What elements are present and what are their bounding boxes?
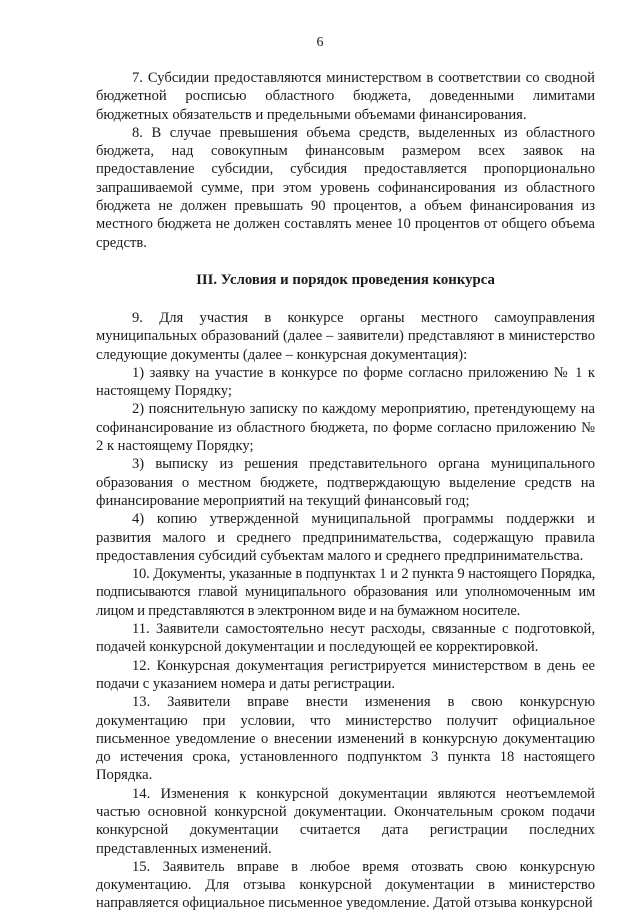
list-item-3: 3) выписку из решения представительного органа муниципального образования о местном бюджете, подтверждающую выделение средств на финансирование мероприятий на текущий финансовый год; [96, 456, 595, 509]
document-body [96, 69, 595, 913]
list-item-1: 1) заявку на участие в конкурсе по форме согласно приложению № 1 к настоящему Порядку; [96, 364, 595, 400]
paragraph-7: 7. Субсидии предоставляются министерством в соответствии со сводной бюджетной росписью областного бюджета, доведенными лимитами бюджетных обязательств и предельными объемами финансирования. [96, 70, 595, 123]
list-item-4: 4) копию утвержденной муниципальной программы поддержки и развития малого и среднего предпринимательства, содержащую правила предоставления субсидий субъектам малого и среднего предпринимательства. [96, 511, 595, 564]
paragraph-9: 9. Для участия в конкурсе органы местного самоуправления муниципальных образований (далее – заявители) представляют в министерство следующие документы (далее – конкурсная документация): [96, 309, 595, 363]
paragraph-15: 15. Заявитель вправе в любое время отозвать свою конкурсную документацию. Для отзыва конкурсной документации в министерство направляется официальное письменное уведомление. Датой отзыва конкурсной [96, 858, 595, 912]
paragraph-8: 8. В случае превышения объема средств, выделенных из областного бюджета, над совокупным финансовым размером всех заявок на предоставление субсидии, субсидия предоставляется пропорционально запрашиваемой сумме, при этом уровень софинансирования из областного бюджета не должен превышать 90 процентов, а объем финансирования из местного бюджета не должен составлять менее 10 процентов от общего объема средств. [96, 124, 595, 251]
page-number: 6 [316, 35, 324, 50]
paragraph-10: 10. Документы, указанные в подпунктах 1 и 2 пункта 9 настоящего Порядка, подписываются главой муниципального образования или уполномоченным им лицом и представляются в электронном виде и на бумажном носителе. [96, 566, 595, 619]
section-heading: III. Условия и порядок проведения конкурса [196, 271, 495, 288]
paragraph-13: 13. Заявители вправе внести изменения в свою конкурсную документацию при условии, что министерство получит официальное письменное уведомление о внесении изменений в конкурсную документацию до истечения срока, установленного подпунктом 3 пункта 18 настоящего Порядка. [96, 694, 595, 784]
list-item-2: 2) пояснительную записку по каждому мероприятию, претендующему на софинансирование из областного бюджета, по форме согласно приложению № 2 к настоящему Порядку; [96, 401, 595, 455]
paragraph-12: 12. Конкурсная документация регистрируется министерством в день ее подачи с указанием номера и даты регистрации. [96, 657, 595, 692]
paragraph-11: 11. Заявители самостоятельно несут расходы, связанные с подготовкой, подачей конкурсной документации и последующей ее корректировкой. [96, 621, 595, 656]
paragraph-14: 14. Изменения к конкурсной документации являются неотъемлемой частью основной конкурсной документации. Окончательным сроком подачи конкурсной документации считается дата регистрации последних представленных изменений. [96, 785, 595, 857]
